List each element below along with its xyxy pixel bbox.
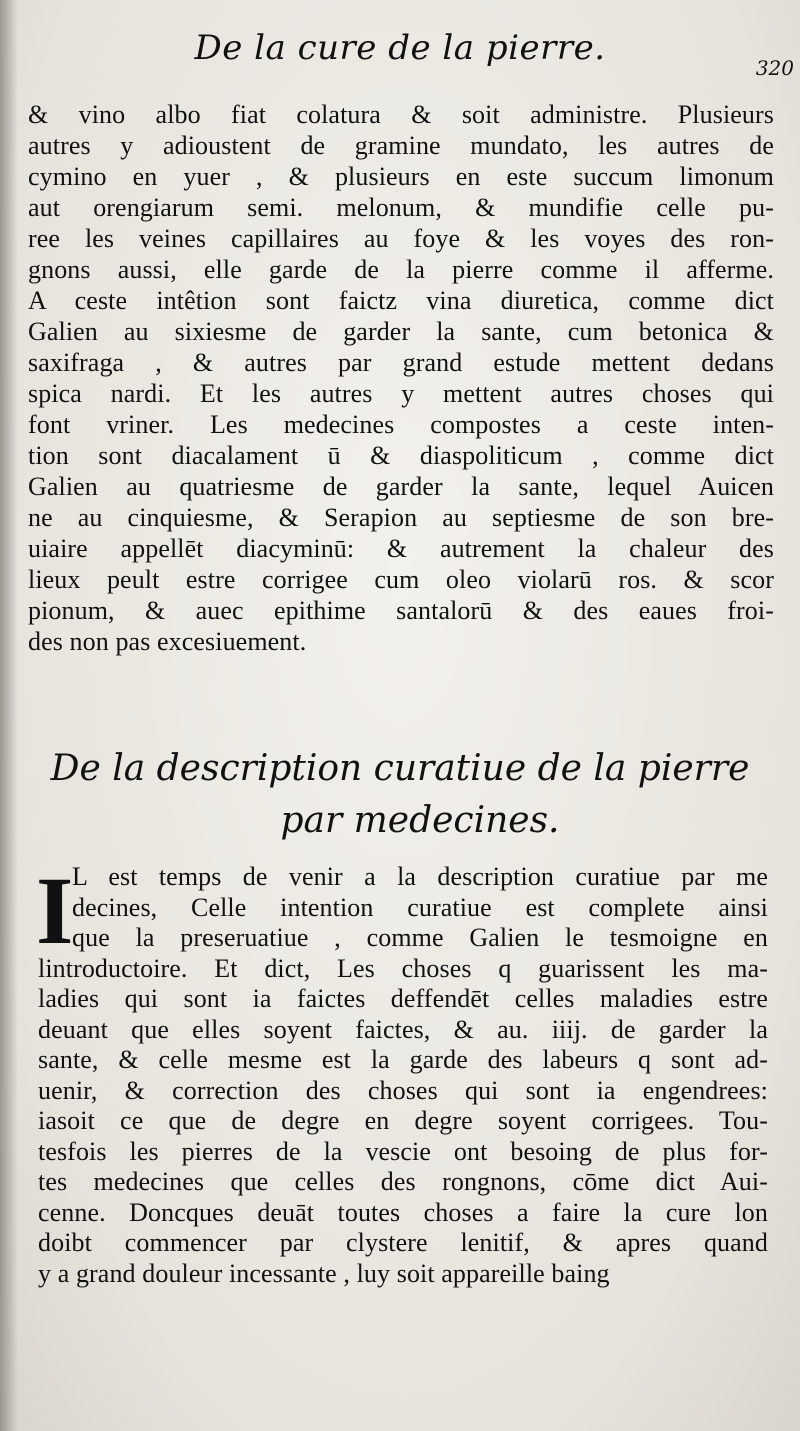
text-line: autres y adioustent de gramine mundato, les autres de bbox=[28, 131, 774, 160]
section-heading-line-2: par medecines. bbox=[280, 800, 560, 841]
text-line: Galien au quatriesme de garder la sante, lequel Auicen bbox=[28, 472, 774, 501]
text-line: lintroductoire. Et dict, Les choses q guarissent les ma- bbox=[38, 953, 768, 983]
text-line: aut orengiarum semi. melonum, & mundifie celle pu- bbox=[28, 193, 774, 222]
text-line: pionum, & auec epithime santalorū & des eaues froi- bbox=[28, 596, 774, 625]
text-line: des non pas excesiuement. bbox=[28, 627, 307, 656]
text-line: que la preseruatiue , comme Galien le tesmoigne en bbox=[72, 923, 768, 952]
running-head: De la cure de la pierre. bbox=[194, 28, 606, 68]
text-line: font vriner. Les medecines compostes a ceste inten- bbox=[28, 410, 774, 439]
text-line: tesfois les pierres de la vescie ont besoing de plus for- bbox=[38, 1136, 768, 1166]
text-line: uenir, & correction des choses qui sont ia engendrees: bbox=[38, 1075, 768, 1105]
text-line: L est temps de venir a la description curatiue par me bbox=[72, 862, 768, 891]
text-line: decines, Celle intention curatiue est complete ainsi bbox=[72, 892, 768, 922]
text-line: tion sont diacalament ū & diaspoliticum , comme dict bbox=[28, 441, 774, 470]
section-heading-line-1: De la description curatiue de la pierre bbox=[50, 748, 750, 789]
text-line: tes medecines que celles des rongnons, cōme dict Aui- bbox=[38, 1167, 768, 1196]
text-line: cymino en yuer , & plusieurs en este succum limonum bbox=[28, 162, 774, 191]
text-line: ladies qui sont ia faictes deffendēt celles maladies estre bbox=[38, 984, 768, 1013]
text-line: cenne. Doncques deuāt toutes choses a faire la cure lon bbox=[38, 1197, 768, 1227]
text-line: iasoit ce que de degre en degre soyent corrigees. Tou- bbox=[38, 1106, 768, 1135]
text-line: spica nardi. Et les autres y mettent autres choses qui bbox=[28, 379, 774, 408]
text-line: gnons aussi, elle garde de la pierre comme il afferme. bbox=[28, 255, 774, 284]
text-line: ne au cinquiesme, & Serapion au septiesme de son bre- bbox=[28, 503, 774, 532]
text-line: ree les veines capillaires au foye & les voyes des ron- bbox=[28, 224, 774, 253]
text-line: deuant que elles soyent faictes, & au. iiij. de garder la bbox=[38, 1014, 768, 1044]
text-line: A ceste intêtion sont faictz vina diuretica, comme dict bbox=[28, 286, 774, 315]
text-line: lieux peult estre corrigee cum oleo violarū ros. & scor bbox=[28, 565, 774, 594]
text-line: sante, & celle mesme est la garde des labeurs q sont ad- bbox=[38, 1045, 768, 1074]
text-line: y a grand douleur incessante , luy soit appareille baing bbox=[38, 1258, 610, 1288]
text-line: uiaire appellēt diacyminū: & autrement la chaleur des bbox=[28, 534, 774, 563]
text-line: doibt commencer par clystere lenitif, & apres quand bbox=[38, 1228, 768, 1257]
paragraph-2 bbox=[36, 857, 768, 1289]
text-line: & vino albo fiat colatura & soit administre. Plusieurs bbox=[28, 100, 774, 129]
page-number: 320 bbox=[755, 56, 794, 80]
text-line: Galien au sixiesme de garder la sante, cum betonica & bbox=[28, 317, 774, 346]
paragraph-1 bbox=[28, 99, 774, 657]
text-line: saxifraga , & autres par grand estude mettent dedans bbox=[28, 348, 774, 377]
drop-cap: I bbox=[36, 857, 74, 964]
